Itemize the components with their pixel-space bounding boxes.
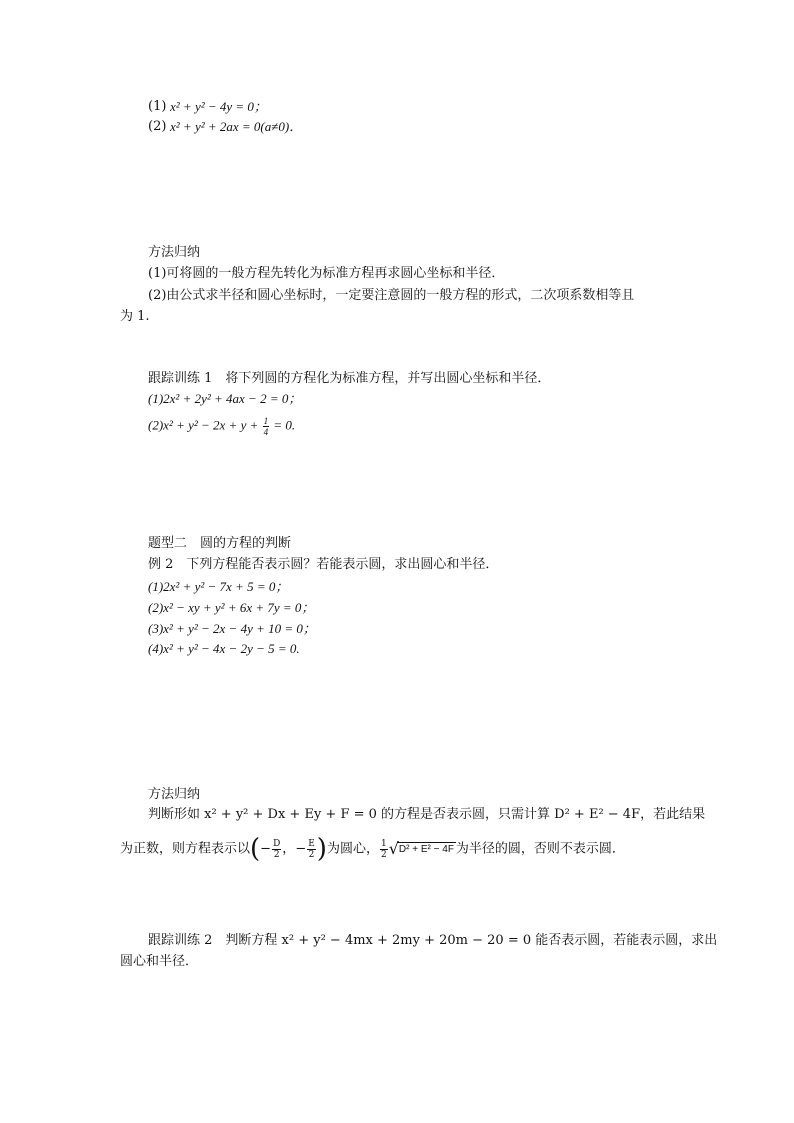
method1-point-1: (1)可将圆的一般方程先转化为标准方程再求圆心坐标和半径． [148,266,505,281]
right-paren: ) [316,834,327,864]
practice2-line-1: 跟踪训练 2 判断方程 x² + y² − 4mx + 2my + 20m − 20 = 0 能否表示圆，若能表示圆，求出 [148,933,718,948]
practice1-title: 跟踪训练 1 将下列圆的方程化为标准方程，并写出圆心坐标和半径． [148,371,551,386]
fraction-d-over-2: $\frac{D}{2}$ [273,838,281,860]
sqrt-radicand: D² + E² − 4F [398,844,454,855]
fraction-one-half: $\frac{1}{2}$ [380,838,387,860]
minus-sign-1: − [260,841,272,857]
example1-item-1: (1) [148,99,167,114]
method1-point-2: (2)由公式求半径和圆心坐标时，一定要注意圆的一般方程的形式，二次项系数相等且 [148,288,635,303]
method2-heading: 方法归纳 [148,787,201,802]
fraction-e-over-2: $\frac{E}{2}$ [308,838,315,860]
example1-equation-1: x² + y² − 4y = 0； [170,99,267,114]
center-label: 为圆心， [326,841,379,857]
method1-point-2-cont: 为 1. [120,309,150,324]
example2-item-2: (2)x² − xy + y² + 6x + 7y = 0； [148,600,315,615]
minus-sign-2: − [295,841,307,857]
method2-line-2 [120,834,625,864]
example2-item-4: (4)x² + y² − 4x − 2y − 5 = 0. [148,641,300,656]
sqrt-icon: √ [388,839,399,858]
practice2-line-2: 圆心和半径． [120,954,199,969]
method2-line-2-end: 为半径的圆，否则不表示圆． [455,841,625,857]
method2-line-1: 判断形如 x² + y² + Dx + Ey + F = 0 的方程是否表示圆，只需计算 D² + E² − 4F，若此结果 [148,807,706,822]
method2-line-2-start: 为正数，则方程表示以 [120,841,251,857]
type2-heading: 题型二 圆的方程的判断 [148,536,292,551]
fraction-one-quarter: $\frac{1}{4}$ [263,416,269,437]
practice1-item-1: (1)2x² + 2y² + 4ax − 2 = 0； [148,391,302,406]
method1-heading: 方法归纳 [148,245,201,260]
practice1-item-2 [148,416,295,437]
practice1-item-2-right: = 0. [270,417,296,433]
example1-equation-2: x² + y² + 2ax = 0(a≠0)． [170,119,303,134]
comma: ， [282,841,296,857]
left-paren: ( [250,834,261,864]
practice1-item-2-left: (2)x² + y² − 2x + y + [148,417,262,433]
example2-item-3: (3)x² + y² − 2x − 4y + 10 = 0； [148,621,316,636]
example2-title: 例 2 下列方程能否表示圆？若能表示圆，求出圆心和半径． [148,557,499,572]
example2-item-1: (1)2x² + y² − 7x + 5 = 0； [148,579,289,594]
example1-item-2: (2) [148,119,167,134]
